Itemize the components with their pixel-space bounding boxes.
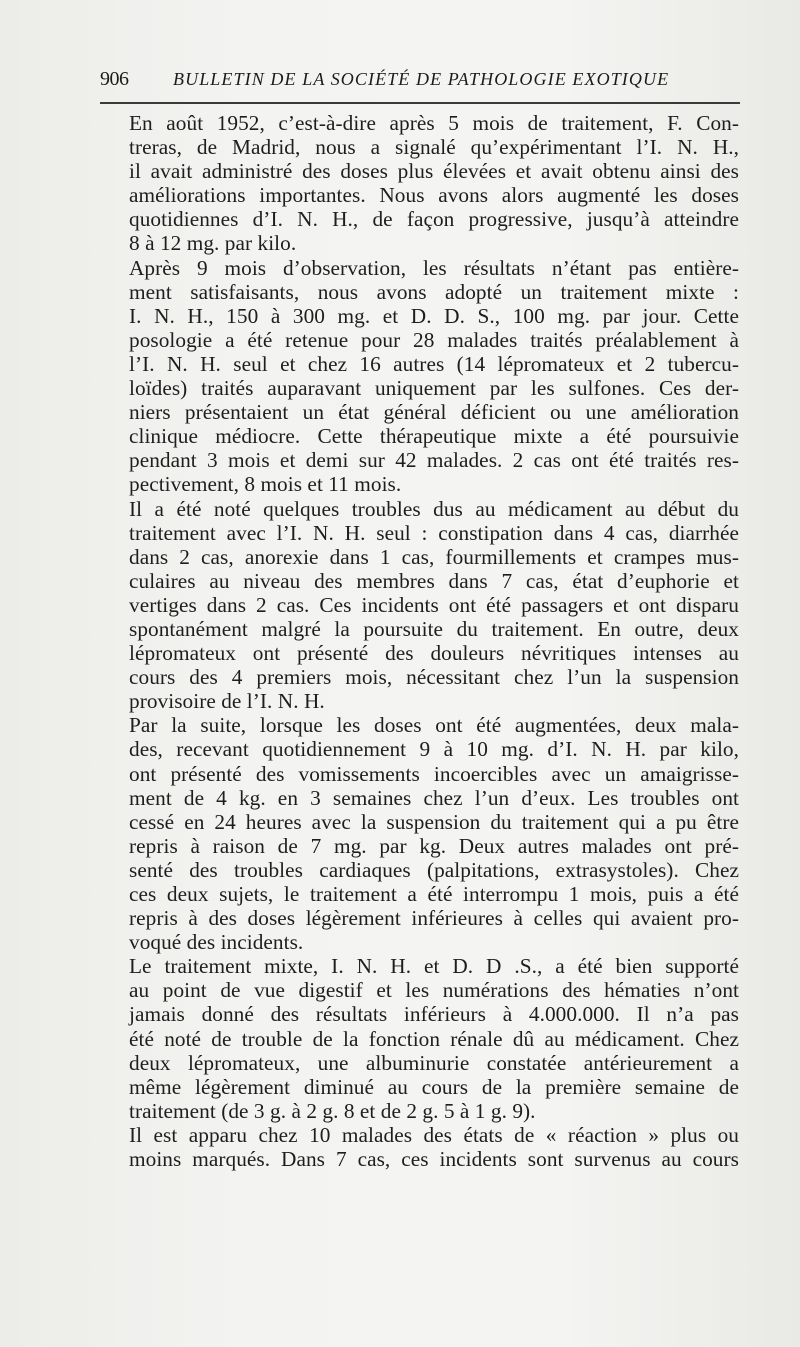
paragraph-4-line-10: voqué des incidents. [129,930,304,955]
paragraph-2-line-9: pendant 3 mois et demi sur 42 malades. 2 cas ont été traités res- [129,448,739,473]
paragraph-3-line-1: Il a été noté quelques troubles dus au médicament au début du [129,496,739,521]
paragraph-3-line-8: cours des 4 premiers mois, nécessitant chez l’un la suspension [129,665,739,690]
paragraph-4-line-8: ces deux sujets, le traitement a été interrompu 1 mois, puis a été [129,882,739,906]
journal-title: BULLETIN DE LA SOCIÉTÉ DE PATHOLOGIE EXOTIQUE [173,69,670,89]
paragraph-4-line-4: ment de 4 kg. en 3 semaines chez l’un d’eux. Les troubles ont [129,785,739,810]
paragraph-1-line-4: améliorations importantes. Nous avons alors augmenté les doses [129,183,739,208]
paragraph-1-line-1: En août 1952, c’est-à-dire après 5 mois de traitement, F. Con- [129,111,739,135]
paragraph-4 [100,713,739,954]
paragraph-3-line-3: dans 2 cas, anorexie dans 1 cas, fourmillements et crampes mus- [129,544,739,569]
paragraph-5-line-5: deux lépromateux, une albuminurie constatée antérieurement a [129,1050,739,1075]
paragraph-5-line-3: jamais donné des résultats inférieurs à 4.000.000. Il n’a pas [129,1002,739,1027]
paragraph-5-line-2: au point de vue digestif et les numérations des hématies n’ont [129,978,739,1003]
paragraph-2-line-1: Après 9 mois d’observation, les résultats n’étant pas entière- [129,255,739,280]
paragraph-4-line-1: Par la suite, lorsque les doses ont été augmentées, deux mala- [129,713,739,738]
page-number: 906 [100,68,129,90]
paragraph-3-line-2: traitement avec l’I. N. H. seul : constipation dans 4 cas, diarrhée [129,520,739,545]
paragraph-3-line-4: culaires au niveau des membres dans 7 cas, état d’euphorie et [129,568,739,593]
running-header [100,64,740,96]
paragraph-1-line-5: quotidiennes d’I. N. H., de façon progressive, jusqu’à atteindre [129,207,739,232]
paragraph-4-line-2: des, recevant quotidiennement 9 à 10 mg. d’I. N. H. par kilo, [129,737,739,762]
paragraph-3-line-5: vertiges dans 2 cas. Ces incidents ont été passagers et ont disparu [129,592,739,617]
paragraph-1-line-2: treras, de Madrid, nous a signalé qu’expérimentant l’I. N. H., [129,135,739,160]
paragraph-5 [100,954,739,1123]
paragraph-2-line-2: ment satisfaisants, nous avons adopté un traitement mixte : [129,279,739,304]
paragraph-2-line-7: niers présentaient un état général déficient ou une amélioration [129,400,739,425]
paragraph-5-line-4: été noté de trouble de la fonction rénale dû au médicament. Chez [129,1026,739,1051]
paragraph-4-line-3: ont présenté des vomissements incoercibles avec un amaigrisse- [129,761,739,786]
article-body [100,111,739,1171]
paragraph-4-line-7: senté des troubles cardiaques (palpitations, extrasystoles). Chez [129,857,739,882]
paragraph-3-line-7: lépromateux ont présenté des douleurs névritiques intenses au [129,641,739,666]
paragraph-2-line-3: I. N. H., 150 à 300 mg. et D. D. S., 100 mg. par jour. Cette [129,303,739,328]
paragraph-4-line-6: repris à raison de 7 mg. par kg. Deux autres malades ont pré- [129,833,739,858]
paragraph-6-line-1: Il est apparu chez 10 malades des états de « réaction » plus ou [129,1122,739,1147]
paragraph-2-line-10: pectivement, 8 mois et 11 mois. [129,472,402,497]
paragraph-1 [100,111,739,256]
paragraph-2-line-8: clinique médiocre. Cette thérapeutique mixte a été poursuivie [129,424,739,449]
paragraph-4-line-5: cessé en 24 heures avec la suspension du traitement qui a pu être [129,809,739,834]
paragraph-3 [100,497,739,714]
paragraph-5-line-1: Le traitement mixte, I. N. H. et D. D .S., a été bien supporté [129,954,739,979]
paragraph-3-line-9: provisoire de l’I. N. H. [129,689,325,714]
paragraph-4-line-9: repris à des doses légèrement inférieures à celles qui avaient pro- [129,906,739,931]
header-divider [100,102,740,104]
paragraph-2 [100,256,739,497]
paragraph-6 [100,1123,739,1171]
paragraph-6-line-2: moins marqués. Dans 7 cas, ces incidents sont survenus au cours [129,1147,739,1172]
paragraph-5-line-7: traitement (de 3 g. à 2 g. 8 et de 2 g. 5 à 1 g. 9). [129,1098,536,1123]
paragraph-2-line-4: posologie a été retenue pour 28 malades traités préalablement à [129,327,739,352]
paragraph-1-line-6: 8 à 12 mg. par kilo. [129,231,297,256]
paragraph-1-line-3: il avait administré des doses plus élevées et avait obtenu ainsi des [129,159,739,184]
paragraph-5-line-6: même légèrement diminué au cours de la première semaine de [129,1074,739,1099]
paragraph-2-line-6: loïdes) traités auparavant uniquement par les sulfones. Ces der- [129,376,739,401]
paragraph-3-line-6: spontanément malgré la poursuite du traitement. En outre, deux [129,616,739,641]
paragraph-2-line-5: l’I. N. H. seul et chez 16 autres (14 lépromateux et 2 tubercu- [129,351,739,376]
